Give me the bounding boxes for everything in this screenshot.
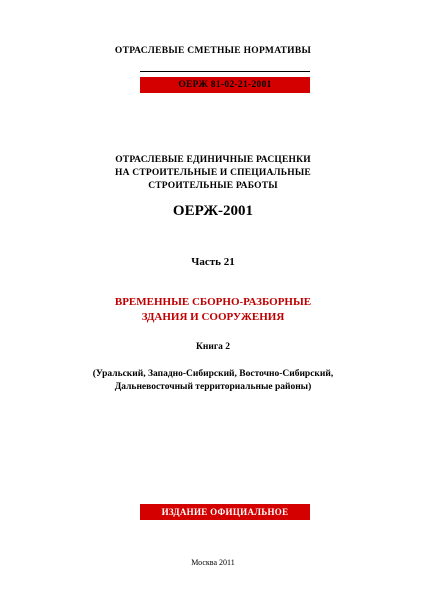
subtitle-line: СТРОИТЕЛЬНЫЕ РАБОТЫ — [148, 181, 278, 191]
top-rule — [140, 71, 310, 72]
document-code-bar — [140, 77, 310, 93]
official-edition-label: ИЗДАНИЕ ОФИЦИАЛЬНОЕ — [161, 507, 289, 517]
regions-line: (Уральский, Западно-Сибирский, Восточно-Сибирский, — [92, 369, 334, 379]
subtitle-line: НА СТРОИТЕЛЬНЫЕ И СПЕЦИАЛЬНЫЕ — [115, 168, 311, 178]
part-number: Часть 21 — [191, 256, 235, 268]
series-header: ОТРАСЛЕВЫЕ СМЕТНЫЕ НОРМАТИВЫ — [114, 46, 312, 56]
section-title-line: ЗДАНИЯ И СООРУЖЕНИЯ — [141, 311, 285, 323]
subtitle-line: ОТРАСЛЕВЫЕ ЕДИНИЧНЫЕ РАСЦЕНКИ — [115, 155, 311, 165]
official-edition-bar — [140, 504, 310, 520]
regions-note — [0, 368, 426, 394]
subtitle-block — [0, 154, 426, 193]
city-year: Москва 2011 — [191, 558, 235, 567]
section-title-line: ВРЕМЕННЫЕ СБОРНО-РАЗБОРНЫЕ — [114, 296, 312, 308]
document-code: ОЕРЖ 81-02-21-2001 — [178, 80, 272, 90]
section-title — [0, 295, 426, 325]
regions-line: Дальневосточный территориальные районы) — [114, 382, 312, 392]
main-title: ОЕРЖ-2001 — [172, 203, 254, 219]
book-number: Книга 2 — [195, 342, 231, 352]
